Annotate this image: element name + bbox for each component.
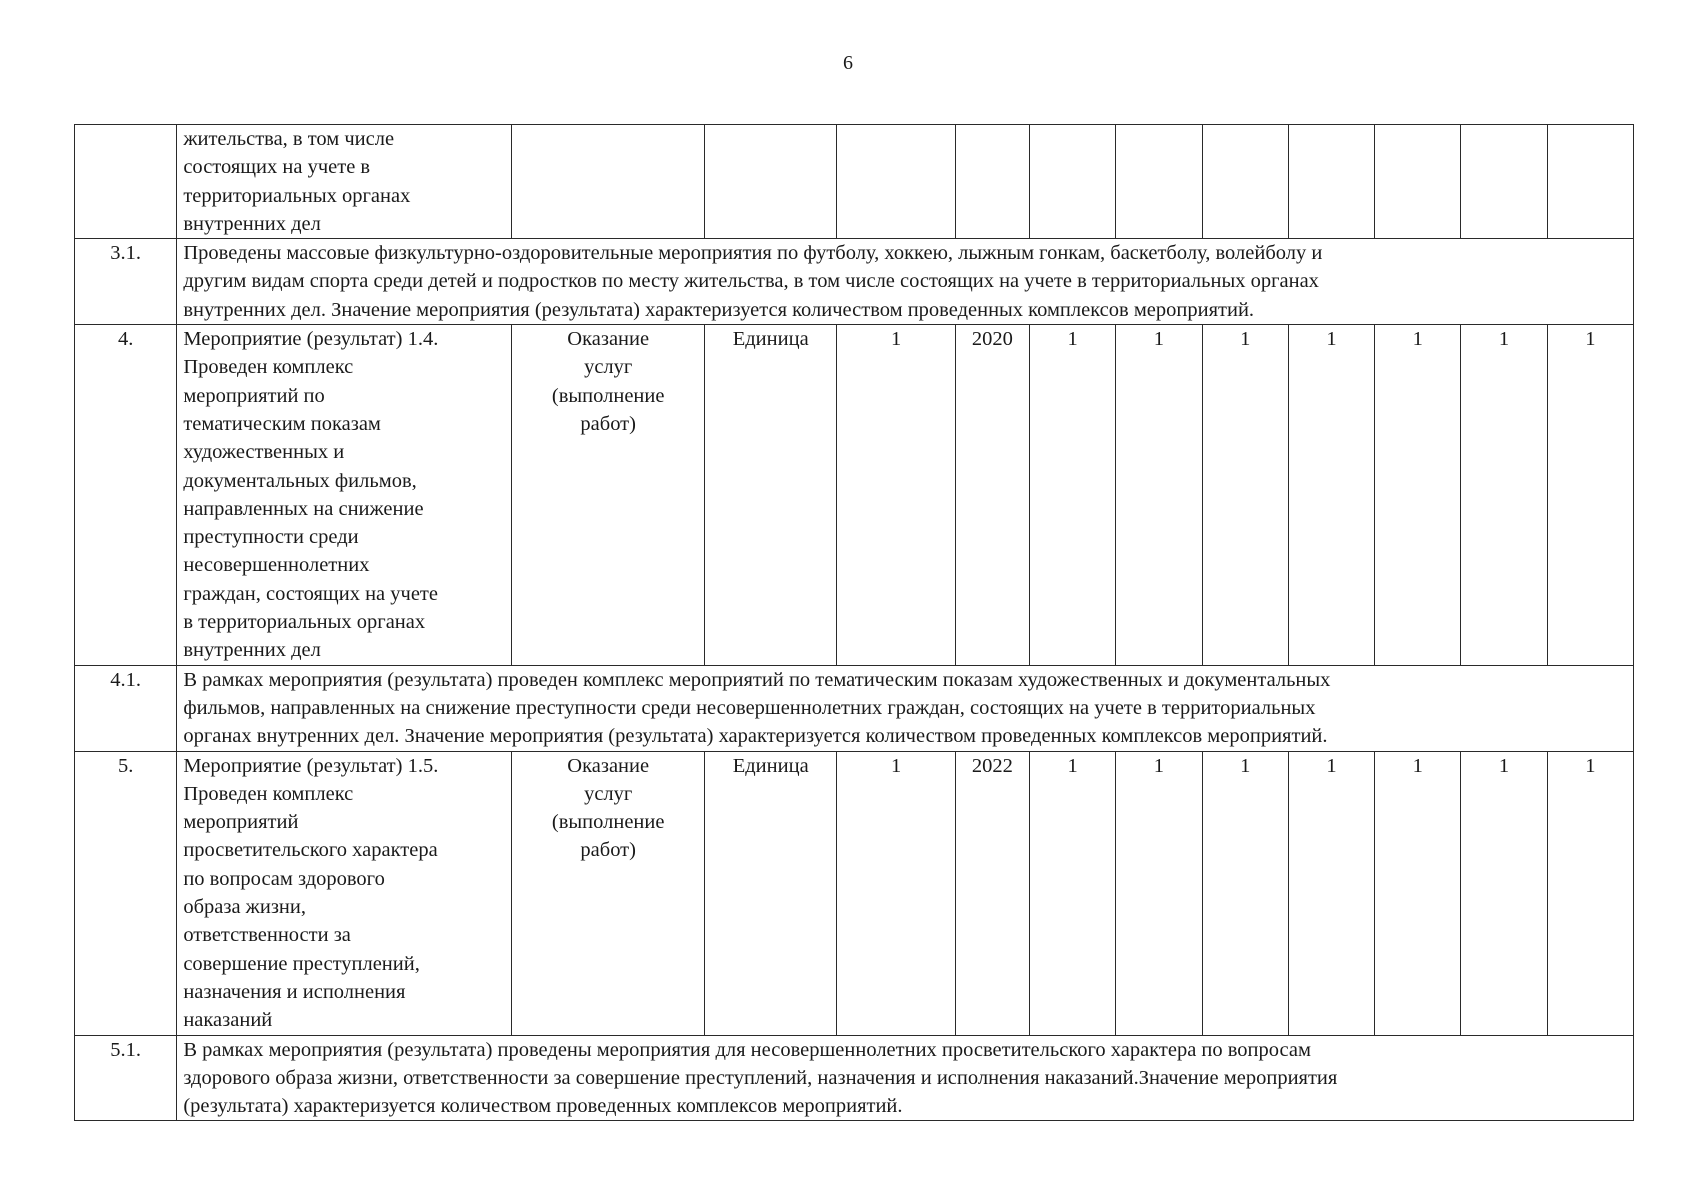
value-cell: 1 bbox=[1116, 325, 1202, 666]
base-year-cell: 2020 bbox=[955, 325, 1029, 666]
base-value-cell: 1 bbox=[837, 325, 955, 666]
note-row bbox=[75, 239, 1634, 325]
row-number: 3.1. bbox=[75, 239, 177, 325]
unit-cell: Единица bbox=[705, 325, 837, 666]
value-cell: 1 bbox=[1375, 751, 1461, 1035]
base-value-cell: 1 bbox=[837, 751, 955, 1035]
value-cell: 1 bbox=[1288, 325, 1374, 666]
unit-cell: Единица bbox=[705, 751, 837, 1035]
value-cell: 1 bbox=[1461, 751, 1547, 1035]
note-text: Проведены массовые физкультурно-оздоровительные мероприятия по футболу, хоккею, лыжным гонкам, баскетболу, волейболу и другим видам спорта среди детей и подростков по месту жительства, в том числе состоящих на учете в территориальных органах внутренних дел. Значение мероприятия (результата) характеризуется количеством проведенных комплексов мероприятий. bbox=[177, 239, 1634, 325]
value-cell bbox=[1375, 125, 1461, 239]
value-cell: 1 bbox=[1375, 325, 1461, 666]
value-cell: 1 bbox=[1547, 325, 1633, 666]
number-cell bbox=[75, 125, 177, 239]
row-number: 5.1. bbox=[75, 1035, 177, 1121]
results-table bbox=[74, 124, 1634, 1121]
note-text: В рамках мероприятия (результата) проведен комплекс мероприятий по тематическим показам художественных и документальных фильмов, направленных на снижение преступности среди несовершеннолетних граждан, состоящих на учете в территориальных органах внутренних дел. Значение мероприятия (результата) характеризуется количеством проведенных комплексов мероприятий. bbox=[177, 665, 1634, 751]
type-cell bbox=[512, 125, 705, 239]
description-cell: жительства, в том числе состоящих на учете в территориальных органах внутренних дел bbox=[177, 125, 512, 239]
value-cell: 1 bbox=[1030, 325, 1116, 666]
value-cell: 1 bbox=[1030, 751, 1116, 1035]
result-row bbox=[75, 325, 1634, 666]
description-cell: Мероприятие (результат) 1.5. Проведен комплекс мероприятий просветительского характера по вопросам здорового образа жизни, ответственности за совершение преступлений, назначения и исполнения наказаний bbox=[177, 751, 512, 1035]
value-cell bbox=[1288, 125, 1374, 239]
row-number: 4. bbox=[75, 325, 177, 666]
value-cell bbox=[1030, 125, 1116, 239]
page-number: 6 bbox=[843, 52, 853, 74]
note-row bbox=[75, 1035, 1634, 1121]
unit-cell bbox=[705, 125, 837, 239]
base-year-cell: 2022 bbox=[955, 751, 1029, 1035]
continuation-row bbox=[75, 125, 1634, 239]
value-cell: 1 bbox=[1288, 751, 1374, 1035]
base-year-cell bbox=[955, 125, 1029, 239]
value-cell bbox=[1202, 125, 1288, 239]
value-cell bbox=[1547, 125, 1633, 239]
value-cell: 1 bbox=[1116, 751, 1202, 1035]
result-row bbox=[75, 751, 1634, 1035]
value-cell: 1 bbox=[1202, 325, 1288, 666]
row-number: 5. bbox=[75, 751, 177, 1035]
value-cell bbox=[1116, 125, 1202, 239]
value-cell: 1 bbox=[1547, 751, 1633, 1035]
note-text: В рамках мероприятия (результата) проведены мероприятия для несовершеннолетних просветительского характера по вопросам здорового образа жизни, ответственности за совершение преступлений, назначения и исполнения наказаний.Значение мероприятия (результата) характеризуется количеством проведенных комплексов мероприятий. bbox=[177, 1035, 1634, 1121]
type-cell: Оказание услуг (выполнение работ) bbox=[512, 751, 705, 1035]
note-row bbox=[75, 665, 1634, 751]
row-number: 4.1. bbox=[75, 665, 177, 751]
base-value-cell bbox=[837, 125, 955, 239]
value-cell bbox=[1461, 125, 1547, 239]
value-cell: 1 bbox=[1461, 325, 1547, 666]
description-cell: Мероприятие (результат) 1.4. Проведен комплекс мероприятий по тематическим показам художественных и документальных фильмов, направленных на снижение преступности среди несовершеннолетних граждан, состоящих на учете в территориальных органах внутренних дел bbox=[177, 325, 512, 666]
value-cell: 1 bbox=[1202, 751, 1288, 1035]
type-cell: Оказание услуг (выполнение работ) bbox=[512, 325, 705, 666]
